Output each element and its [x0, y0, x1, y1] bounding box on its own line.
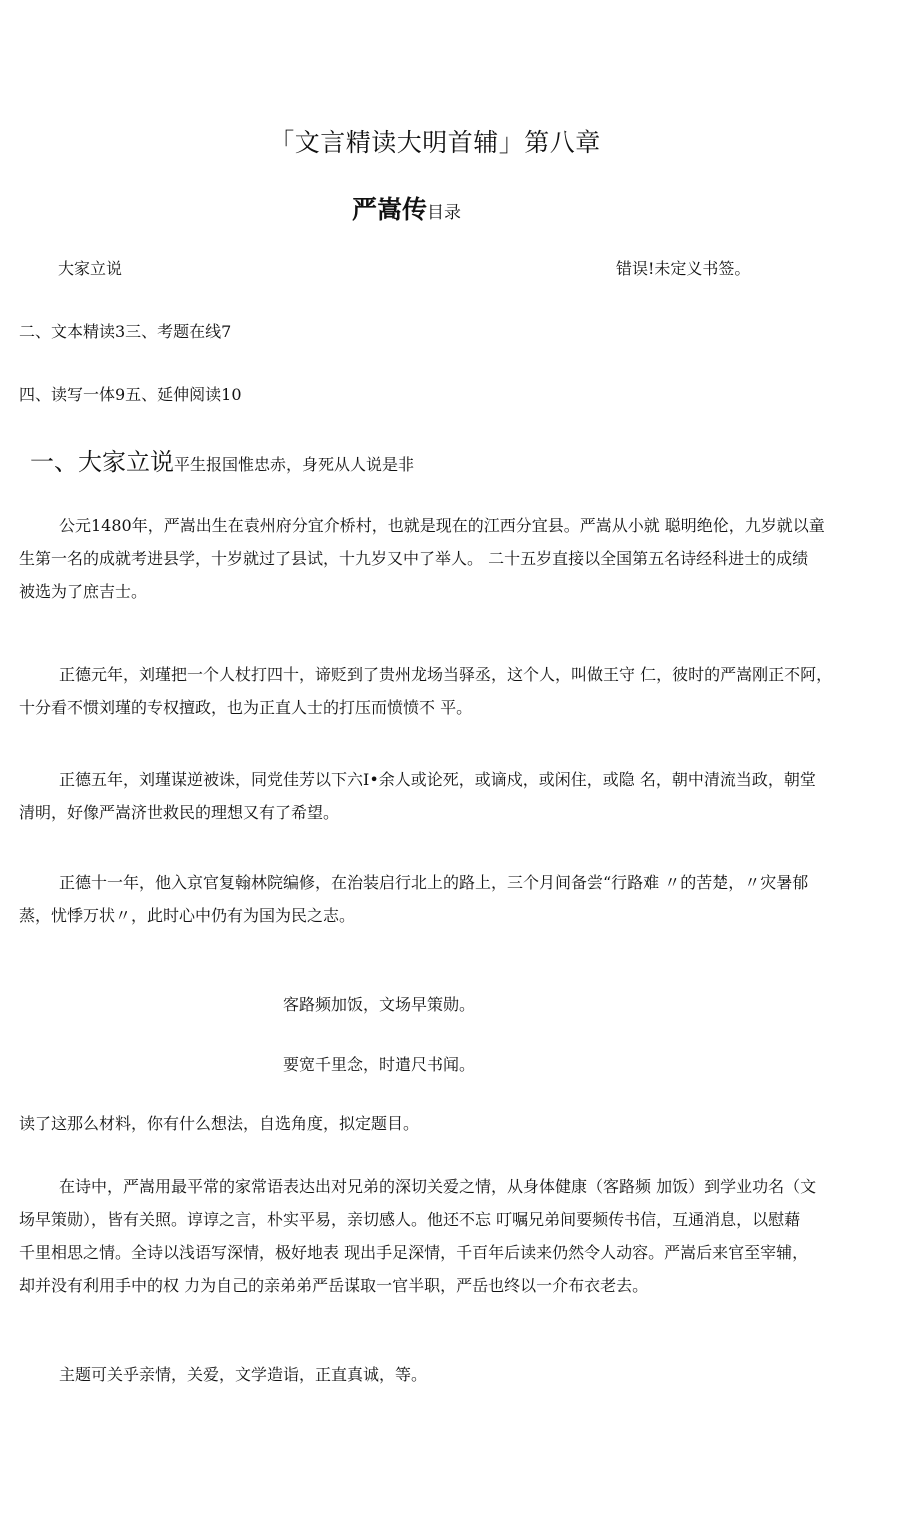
paragraph-line: 被选为了庶吉士。 — [19, 582, 148, 601]
toc-line-2[interactable]: 二、文本精读3三、考题在线7 — [19, 322, 232, 341]
toc-item-1-label[interactable]: 大家立说 — [58, 259, 123, 278]
paragraph-line: 读了这那么材料，你有什么想法，自选角度，拟定题目。 — [19, 1114, 420, 1133]
paragraph-line: 场早策勋），皆有关照。谆谆之言，朴实平易，亲切感人。他还不忘 叮嘱兄弟间要频传书信，互通消息，以慰藉 — [19, 1210, 801, 1229]
subtitle-name: 严嵩传 — [352, 195, 428, 224]
paragraph-line: 正德元年，刘瑾把一个人杖打四十，谛贬到了贵州龙场当驿丞，这个人，叫做王守 仁，彼时的严嵩刚正不阿， — [59, 665, 833, 684]
paragraph-line: 主题可关乎亲情，关爱，文学造诣，正直真诚，等。 — [59, 1365, 428, 1384]
section-epigraph: 平生报国惟忠赤，身死从人说是非 — [174, 455, 415, 474]
poem-line-2: 要宽千里念，时遣尺书闻。 — [283, 1055, 476, 1074]
paragraph-3 — [19, 763, 920, 829]
paragraph-4 — [19, 866, 920, 932]
paragraph-5 — [19, 1107, 920, 1140]
document-title: 「文言精读大明首辅」第八章 — [269, 128, 601, 157]
paragraph-line: 蒸，忧悸万状〃，此时心中仍有为国为民之志。 — [19, 906, 356, 925]
paragraph-line: 十分看不惯刘瑾的专权擅政，也为正直人士的打压而愤愤不 平。 — [19, 698, 473, 717]
paragraph-line: 正德五年，刘瑾谋逆被诛，同党佳芳以下六I•余人或论死，或谪戍，或闲住，或隐 名，朝中清流当政，朝堂 — [59, 770, 816, 789]
chapter-subtitle — [352, 190, 461, 226]
paragraph-7 — [19, 1358, 920, 1391]
paragraph-line: 公元1480年，严嵩出生在袁州府分宜介桥村，也就是现在的江西分宜县。严嵩从小就 聪明绝伦，九岁就以童 — [59, 516, 825, 535]
paragraph-1 — [19, 509, 920, 608]
paragraph-line: 生第一名的成就考进县学，十岁就过了县试，十九岁又中了举人。 二十五岁直接以全国第五名诗经科进士的成绩 — [19, 549, 809, 568]
section-heading-title: 一、大家立说 — [30, 448, 174, 476]
paragraph-line: 却并没有利用手中的权 力为自己的亲弟弟严岳谋取一官半职，严岳也终以一介布衣老去。 — [19, 1276, 649, 1295]
toc-label: 目录 — [427, 203, 462, 223]
paragraph-6 — [19, 1170, 920, 1302]
paragraph-2 — [19, 658, 920, 724]
paragraph-line: 千里相思之情。全诗以浅语写深情，极好地表 现出手足深情，千百年后读来仍然令人动容。严嵩后来官至宰辅， — [19, 1243, 809, 1262]
toc-line-3[interactable]: 四、读写一体9五、延伸阅读10 — [19, 385, 242, 404]
section-heading — [30, 442, 414, 477]
paragraph-line: 清明，好像严嵩济世救民的理想又有了希望。 — [19, 803, 340, 822]
paragraph-line: 在诗中，严嵩用最平常的家常语表达出对兄弟的深切关爱之情，从身体健康（客路频 加饭）到学业功名（文 — [59, 1177, 817, 1196]
paragraph-line: 正德十一年，他入京官复翰林院编修，在治装启行北上的路上，三个月间备尝“行路难 〃的苦楚，〃灾暑郁 — [59, 873, 809, 892]
poem-line-1: 客路频加饭，文场早策勋。 — [283, 995, 476, 1014]
toc-item-1-error: 错误!未定义书签。 — [616, 259, 751, 278]
